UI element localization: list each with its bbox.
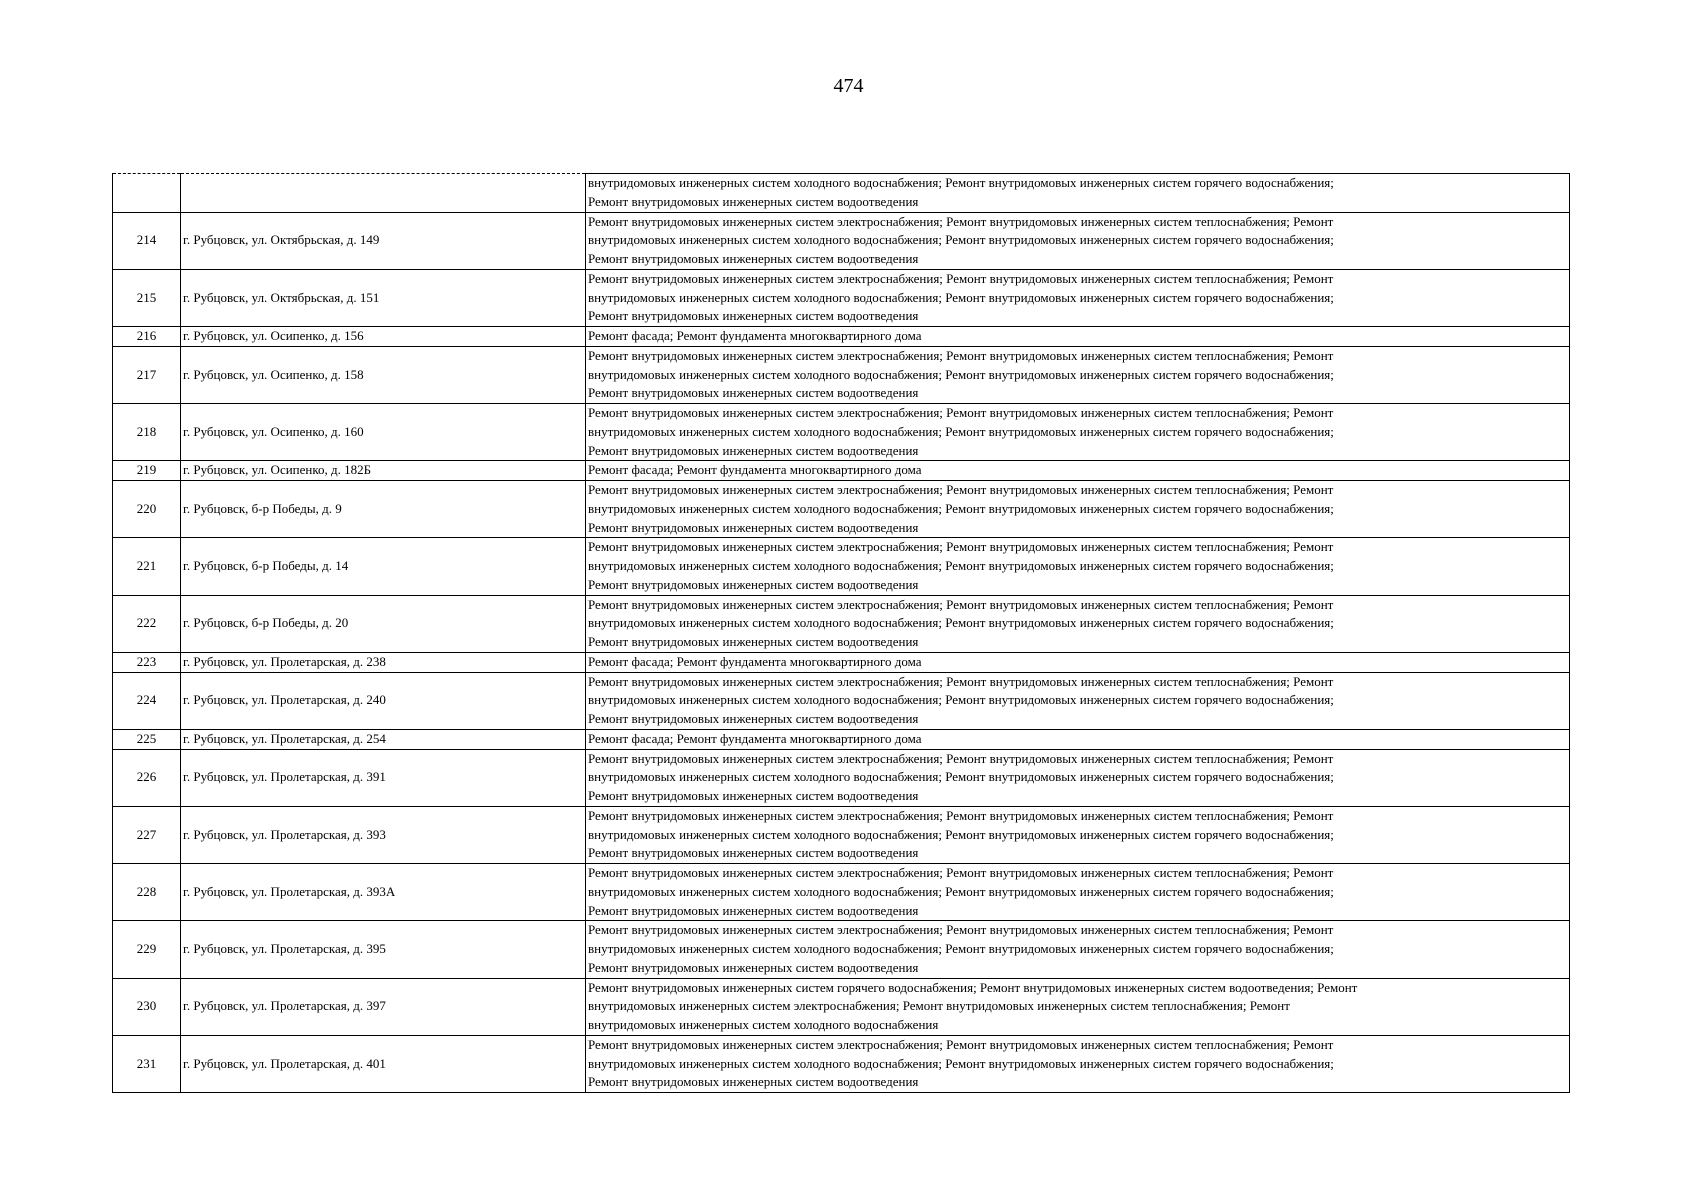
work-line: внутридомовых инженерных систем холодного водоснабжения; Ремонт внутридомовых инженерных систем горячего водоснабжения; [588,500,1334,516]
row-work-types [586,481,1570,538]
row-number: 218 [113,404,181,461]
row-address: г. Рубцовск, б-р Победы, д. 20 [181,595,586,652]
work-line: Ремонт внутридомовых инженерных систем водоотведения [588,308,919,324]
work-line: Ремонт внутридомовых инженерных систем водоотведения [588,788,919,803]
row-work-types [586,652,1570,672]
row-work-types [586,978,1570,1035]
work-line: внутридомовых инженерных систем холодного водоснабжения; Ремонт внутридомовых инженерных систем горячего водоснабжения; [588,558,1334,573]
row-address: г. Рубцовск, ул. Осипенко, д. 182Б [181,461,586,481]
row-address: г. Рубцовск, ул. Осипенко, д. 160 [181,404,586,461]
work-line: внутридомовых инженерных систем холодного водоснабжения; Ремонт внутридомовых инженерных систем горячего водоснабжения; [588,615,1334,631]
work-line: внутридомовых инженерных систем холодного водоснабжения; Ремонт внутридомовых инженерных систем горячего водоснабжения; [588,366,1334,382]
work-line: внутридомовых инженерных систем холодного водоснабжения; Ремонт внутридомовых инженерных систем горячего водоснабжения; [588,423,1334,439]
row-number: 215 [113,269,181,326]
work-line: Ремонт внутридомовых инженерных систем водоотведения [588,711,919,726]
table-row [113,652,1570,672]
row-work-types [586,864,1570,921]
row-number: 231 [113,1035,181,1092]
row-work-types [586,595,1570,652]
work-line: внутридомовых инженерных систем холодного водоснабжения; Ремонт внутридомовых инженерных систем горячего водоснабжения; [588,826,1334,842]
work-line: Ремонт внутридомовых инженерных систем водоотведения [588,845,919,861]
row-number: 217 [113,346,181,403]
works-table-body [113,174,1570,1093]
work-line: Ремонт внутридомовых инженерных систем электроснабжения; Ремонт внутридомовых инженерных систем теплоснабжения; Ремонт [588,1036,1334,1052]
work-line: Ремонт внутридомовых инженерных систем электроснабжения; Ремонт внутридомовых инженерных систем теплоснабжения; Ремонт [588,922,1334,938]
work-line: внутридомовых инженерных систем холодного водоснабжения [588,1017,939,1032]
row-address: г. Рубцовск, б-р Победы, д. 9 [181,481,586,538]
row-address: г. Рубцовск, ул. Октябрьская, д. 151 [181,269,586,326]
work-line: внутридомовых инженерных систем холодного водоснабжения; Ремонт внутридомовых инженерных систем горячего водоснабжения; [588,692,1334,708]
row-number: 222 [113,595,181,652]
row-work-types [586,1035,1570,1092]
row-work-types [586,921,1570,978]
row-number: 225 [113,729,181,749]
row-number: 216 [113,327,181,347]
work-line: Ремонт фасада; Ремонт фундамента многоквартирного дома [588,462,922,478]
table-row [113,174,1570,213]
work-line: Ремонт внутридомовых инженерных систем электроснабжения; Ремонт внутридомовых инженерных систем теплоснабжения; Ремонт [588,807,1334,823]
work-line: Ремонт внутридомовых инженерных систем водоотведения [588,634,919,649]
row-work-types [586,327,1570,347]
row-work-types [586,269,1570,326]
row-address: г. Рубцовск, ул. Осипенко, д. 158 [181,346,586,403]
table-row [113,978,1570,1035]
work-line: Ремонт внутридомовых инженерных систем электроснабжения; Ремонт внутридомовых инженерных систем теплоснабжения; Ремонт [588,405,1334,420]
row-number: 224 [113,672,181,729]
row-work-types [586,346,1570,403]
table-row [113,864,1570,921]
work-line: Ремонт внутридомовых инженерных систем электроснабжения; Ремонт внутридомовых инженерных систем теплоснабжения; Ремонт [588,596,1334,612]
row-work-types [586,538,1570,595]
row-number: 221 [113,538,181,595]
table-row [113,404,1570,461]
row-address: г. Рубцовск, ул. Осипенко, д. 156 [181,327,586,347]
row-address: г. Рубцовск, ул. Пролетарская, д. 393 [181,806,586,863]
table-row [113,212,1570,269]
row-address: г. Рубцовск, ул. Пролетарская, д. 391 [181,749,586,806]
table-row [113,729,1570,749]
work-line: внутридомовых инженерных систем холодного водоснабжения; Ремонт внутридомовых инженерных систем горячего водоснабжения; [588,941,1334,956]
row-address: г. Рубцовск, ул. Пролетарская, д. 397 [181,978,586,1035]
work-line: Ремонт внутридомовых инженерных систем водоотведения [588,1074,919,1090]
row-work-types [586,729,1570,749]
row-address [181,174,586,213]
work-line: Ремонт внутридомовых инженерных систем электроснабжения; Ремонт внутридомовых инженерных систем теплоснабжения; Ремонт [588,270,1334,286]
row-address: г. Рубцовск, ул. Пролетарская, д. 254 [181,729,586,749]
row-number: 229 [113,921,181,978]
work-line: внутридомовых инженерных систем холодного водоснабжения; Ремонт внутридомовых инженерных систем горячего водоснабжения; [588,1055,1334,1071]
row-number [113,174,181,213]
row-address: г. Рубцовск, ул. Пролетарская, д. 240 [181,672,586,729]
work-line: внутридомовых инженерных систем холодного водоснабжения; Ремонт внутридомовых инженерных систем горячего водоснабжения; [588,769,1334,785]
table-row [113,481,1570,538]
table-row [113,269,1570,326]
row-number: 228 [113,864,181,921]
work-line: Ремонт внутридомовых инженерных систем электроснабжения; Ремонт внутридомовых инженерных систем теплоснабжения; Ремонт [588,347,1334,363]
work-line: Ремонт внутридомовых инженерных систем водоотведения [588,251,919,266]
work-line: внутридомовых инженерных систем холодного водоснабжения; Ремонт внутридомовых инженерных систем горячего водоснабжения; [588,289,1334,305]
row-number: 214 [113,212,181,269]
work-line: Ремонт фасада; Ремонт фундамента многоквартирного дома [588,328,922,343]
table-row [113,595,1570,652]
row-address: г. Рубцовск, ул. Октябрьская, д. 149 [181,212,586,269]
row-work-types [586,461,1570,481]
row-address: г. Рубцовск, б-р Победы, д. 14 [181,538,586,595]
works-table [112,173,1570,1093]
table-row [113,346,1570,403]
row-address: г. Рубцовск, ул. Пролетарская, д. 395 [181,921,586,978]
work-line: Ремонт внутридомовых инженерных систем водоотведения [588,902,919,918]
work-line: Ремонт внутридомовых инженерных систем электроснабжения; Ремонт внутридомовых инженерных систем теплоснабжения; Ремонт [588,482,1334,497]
page-number: 474 [833,75,864,97]
row-work-types [586,174,1570,213]
row-work-types [586,749,1570,806]
work-line: внутридомовых инженерных систем электроснабжения; Ремонт внутридомовых инженерных систем теплоснабжения; Ремонт [588,998,1290,1014]
row-number: 220 [113,481,181,538]
work-line: внутридомовых инженерных систем холодного водоснабжения; Ремонт внутридомовых инженерных систем горячего водоснабжения; [588,883,1334,899]
work-line: Ремонт внутридомовых инженерных систем водоотведения [588,959,919,975]
work-line: Ремонт внутридомовых инженерных систем водоотведения [588,519,919,535]
row-work-types [586,404,1570,461]
row-number: 223 [113,652,181,672]
row-number: 227 [113,806,181,863]
work-line: Ремонт внутридомовых инженерных систем электроснабжения; Ремонт внутридомовых инженерных систем теплоснабжения; Ремонт [588,865,1334,880]
table-row [113,921,1570,978]
row-address: г. Рубцовск, ул. Пролетарская, д. 401 [181,1035,586,1092]
row-number: 226 [113,749,181,806]
work-line: внутридомовых инженерных систем холодного водоснабжения; Ремонт внутридомовых инженерных систем горячего водоснабжения; [588,232,1334,248]
row-address: г. Рубцовск, ул. Пролетарская, д. 238 [181,652,586,672]
work-line: Ремонт внутридомовых инженерных систем водоотведения [588,576,919,592]
work-line: Ремонт внутридомовых инженерных систем электроснабжения; Ремонт внутридомовых инженерных систем теплоснабжения; Ремонт [588,213,1334,229]
table-row [113,672,1570,729]
work-line: Ремонт внутридомовых инженерных систем водоотведения [588,385,919,401]
table-row [113,327,1570,347]
work-line: Ремонт фасада; Ремонт фундамента многоквартирного дома [588,730,922,746]
work-line: внутридомовых инженерных систем холодного водоснабжения; Ремонт внутридомовых инженерных систем горячего водоснабжения; [588,175,1334,190]
row-number: 219 [113,461,181,481]
row-work-types [586,806,1570,863]
work-line: Ремонт внутридомовых инженерных систем водоотведения [588,442,919,458]
row-number: 230 [113,978,181,1035]
work-line: Ремонт внутридомовых инженерных систем горячего водоснабжения; Ремонт внутридомовых инженерных систем водоотведения; Ремонт [588,979,1358,995]
work-line: Ремонт внутридомовых инженерных систем электроснабжения; Ремонт внутридомовых инженерных систем теплоснабжения; Ремонт [588,673,1334,689]
row-address: г. Рубцовск, ул. Пролетарская, д. 393А [181,864,586,921]
table-row [113,806,1570,863]
work-line: Ремонт внутридомовых инженерных систем электроснабжения; Ремонт внутридомовых инженерных систем теплоснабжения; Ремонт [588,539,1334,555]
work-line: Ремонт внутридомовых инженерных систем водоотведения [588,193,919,209]
table-row [113,749,1570,806]
table-row [113,1035,1570,1092]
row-work-types [586,212,1570,269]
row-work-types [586,672,1570,729]
work-line: Ремонт внутридомовых инженерных систем электроснабжения; Ремонт внутридомовых инженерных систем теплоснабжения; Ремонт [588,750,1334,766]
table-row [113,461,1570,481]
table-row [113,538,1570,595]
work-line: Ремонт фасада; Ремонт фундамента многоквартирного дома [588,653,922,669]
